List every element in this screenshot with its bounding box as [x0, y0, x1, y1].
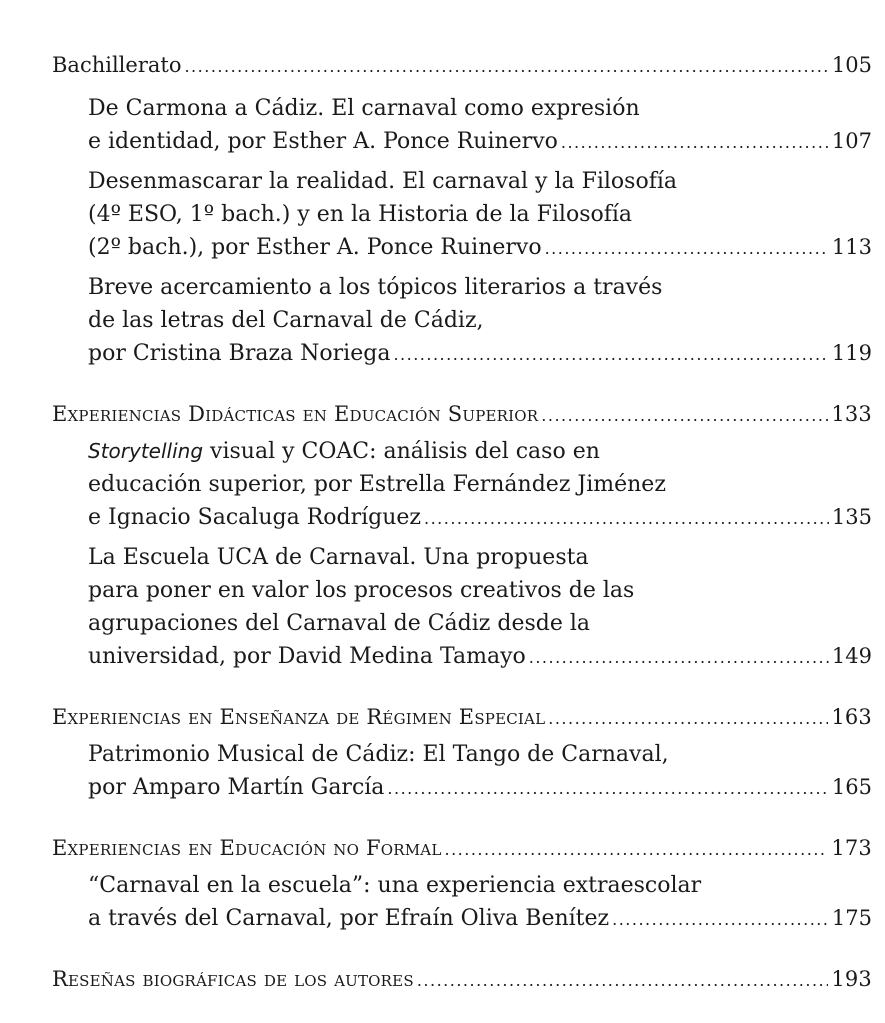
page-number: 133 [831, 402, 872, 426]
leader-dots [541, 401, 828, 431]
toc-section-superior[interactable] [52, 399, 872, 431]
page-number: 107 [831, 129, 872, 153]
item-title-line: Desenmascarar la realidad. El carnaval y la Filosofía [88, 169, 678, 194]
leader-dots [424, 502, 829, 535]
spacer [52, 377, 872, 399]
page-number: 149 [831, 644, 872, 668]
toc-section-bachillerato[interactable] [52, 50, 872, 82]
toc-item[interactable] [88, 869, 872, 936]
leader-dots [393, 338, 828, 371]
item-title-line: “Carnaval en la escuela”: una experiencia extraescolar [88, 873, 702, 898]
item-title-line: a través del Carnaval, por Efraín Oliva Benítez [88, 906, 610, 931]
page-number: 163 [831, 705, 872, 729]
item-title-line: universidad, por David Medina Tamayo [88, 644, 526, 669]
item-title-line: por Cristina Braza Noriega [88, 341, 391, 366]
leader-dots [184, 52, 828, 82]
leader-dots [548, 704, 828, 734]
item-title-line: Breve acercamiento a los tópicos literarios a través [88, 275, 663, 300]
item-title-line: por Amparo Martín García [88, 775, 385, 800]
item-title-line: La Escuela UCA de Carnaval. Una propuesta [88, 545, 589, 570]
toc-item[interactable] [88, 271, 872, 371]
spacer [52, 811, 872, 833]
page-number: 135 [831, 505, 872, 529]
toc-item[interactable] [88, 738, 872, 805]
spacer [52, 942, 872, 964]
item-title-line [88, 435, 872, 468]
item-title-line: e identidad, por Esther A. Ponce Ruinervo [88, 129, 558, 154]
table-of-contents [52, 50, 872, 996]
page-number: 165 [831, 775, 872, 799]
section-title: Experiencias en Enseñanza de Régimen Especial [52, 705, 546, 729]
spacer [52, 680, 872, 702]
item-title-line: agrupaciones del Carnaval de Cádiz desde la [88, 611, 591, 636]
toc-item[interactable] [88, 541, 872, 674]
page-number: 175 [831, 906, 872, 930]
page-number: 193 [831, 967, 872, 991]
leader-dots [561, 126, 829, 159]
item-title-line: educación superior, por Estrella Fernández Jiménez [88, 472, 666, 497]
italic-term: Storytelling [88, 439, 204, 463]
section-title: Reseñas biográficas de los autores [52, 967, 414, 991]
page-number: 113 [831, 235, 872, 259]
item-title-line: De Carmona a Cádiz. El carnaval como expresión [88, 96, 640, 121]
leader-dots [529, 641, 829, 674]
item-title-line: (2º bach.), por Esther A. Ponce Ruinervo [88, 235, 542, 260]
item-title-line: (4º ESO, 1º bach.) y en la Historia de la Filosofía [88, 202, 633, 227]
leader-dots [387, 772, 828, 805]
page-number: 173 [831, 836, 872, 860]
item-title-line: e Ignacio Sacaluga Rodríguez [88, 505, 421, 530]
page-number: 119 [831, 341, 872, 365]
section-title: Bachillerato [52, 53, 182, 77]
toc-section-resenas[interactable] [52, 964, 872, 996]
item-title-line: de las letras del Carnaval de Cádiz, [88, 308, 484, 333]
toc-item[interactable] [88, 165, 872, 265]
page-number: 105 [831, 53, 872, 77]
section-title: Experiencias en Educación no Formal [52, 836, 442, 860]
toc-item[interactable] [88, 435, 872, 535]
section-title: Experiencias Didácticas en Educación Superior [52, 402, 539, 426]
toc-item[interactable] [88, 92, 872, 159]
leader-dots [417, 966, 829, 996]
item-title-line: Patrimonio Musical de Cádiz: El Tango de Carnaval, [88, 742, 669, 767]
toc-section-especial[interactable] [52, 702, 872, 734]
leader-dots [545, 232, 829, 265]
toc-section-no-formal[interactable] [52, 833, 872, 865]
leader-dots [445, 835, 829, 865]
item-title-text: visual y COAC: análisis del caso en [203, 439, 600, 464]
item-title-line: para poner en valor los procesos creativos de las [88, 578, 635, 603]
leader-dots [612, 903, 829, 936]
